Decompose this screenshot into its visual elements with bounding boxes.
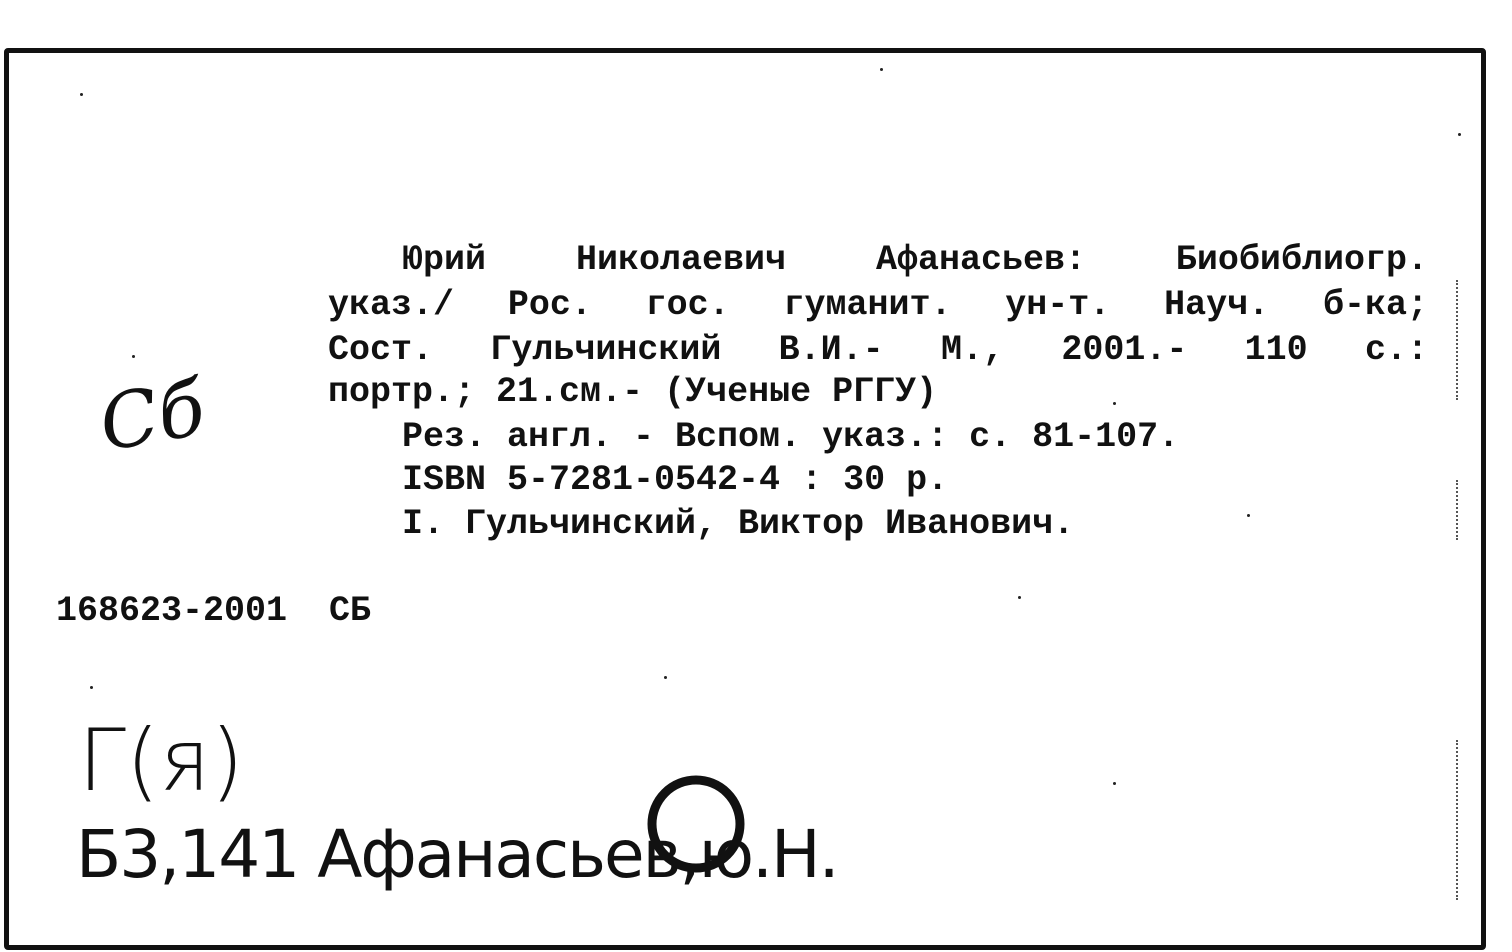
entry-line-1 [402,240,1428,280]
entry-word: Биобиблиогр. [1175,240,1428,280]
scan-speck [1458,133,1461,136]
scan-speck [80,93,83,96]
entry-word: с.: [1364,330,1428,370]
scan-speck [1113,402,1116,405]
entry-word: Рос. [507,285,592,325]
entry-word: гуманит. [783,285,952,325]
handwritten-side-mark: Сб [92,362,212,469]
scan-edge-dots [1456,280,1460,400]
entry-line-6-isbn: ISBN 5-7281-0542-4 : 30 р. [402,460,949,500]
scan-edge-dots [1456,740,1460,900]
scan-speck [1247,514,1250,517]
scan-speck [664,676,667,679]
scan-speck [1018,596,1021,599]
entry-word: Сост. [328,330,434,370]
stamp-circle-icon [638,770,758,880]
entry-word: б-ка; [1322,285,1428,325]
entry-word: В.И.- [778,330,884,370]
entry-word: указ./ [328,285,455,325]
entry-line-5: Рез. англ. - Вспом. указ.: с. 81-107. [402,417,1180,457]
entry-line-3 [328,330,1428,370]
entry-word: гос. [645,285,730,325]
handwritten-shelf-mark: Б3,141 Афанасьев,ю.Н. [76,816,838,893]
entry-word: 110 [1244,330,1308,370]
entry-word: ун-т. [1005,285,1111,325]
accession-number: 168623-2001 СБ [56,591,372,631]
entry-word: Гульчинский [490,330,722,370]
handwritten-class-code: Г(я) [78,711,244,811]
entry-line-7-author: I. Гульчинский, Виктор Иванович. [402,504,1075,544]
entry-line-2 [328,285,1428,325]
entry-word: М., [941,330,1005,370]
entry-word: Науч. [1164,285,1270,325]
entry-word: 2001.- [1061,330,1188,370]
entry-word: Николаевич [575,240,786,280]
entry-word: Афанасьев: [875,240,1086,280]
scan-speck [90,686,93,689]
scan-speck [1113,782,1116,785]
scan-speck [880,68,883,71]
entry-line-4: портр.; 21.см.- (Ученые РГГУ) [328,372,938,412]
scan-speck [132,355,135,358]
scan-edge-dots [1456,480,1460,540]
entry-word: Юрий [402,240,487,280]
